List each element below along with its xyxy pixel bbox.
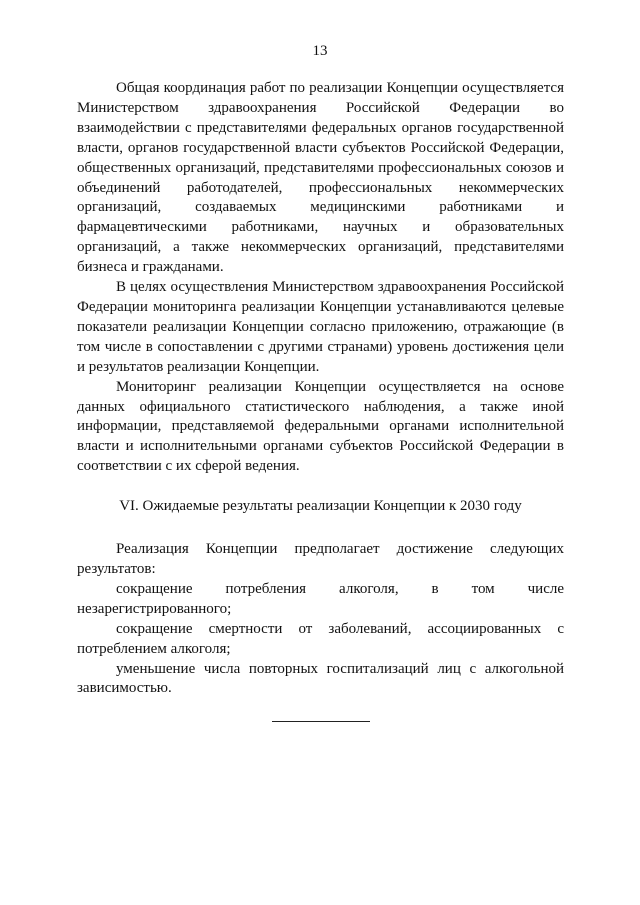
paragraph-monitoring-goals: В целях осуществления Министерством здравоохранения Российской Федерации мониторинга реализации Концепции устанавливаются целевые показатели реализации Концепции согласно приложению, отражающие (в том числе в сопоставлении с другими странами) уровень достижения цели и результатов реализации Концепции. [77,279,564,375]
document-body [77,79,564,699]
paragraph-coordination: Общая координация работ по реализации Концепции осуществляется Министерством здравоохранения Российской Федерации во взаимодействии с представителями федеральных органов государственной власти, органов государственной власти субъектов Российской Федерации, общественных организаций, представителями профессиональных союзов и объединений работодателей, профессиональных некоммерческих организаций, создаваемых медицинскими работниками и фармацевтическими работниками, научных и образовательных организаций, а также некоммерческих организаций, представителями бизнеса и гражданами. [77,80,564,276]
section-heading: VI. Ожидаемые результаты реализации Концепции к 2030 году [119,498,522,515]
result-item-mortality: сокращение смертности от заболеваний, ассоциированных с потреблением алкоголя; [77,620,564,657]
paragraph-monitoring-data: Мониторинг реализации Концепции осуществляется на основе данных официального статистического наблюдения, а также иной информации, представляемой федеральными органами исполнительной власти и исполнительными органами субъектов Российской Федерации в соответствии с их сферой ведения. [77,378,564,475]
result-item-alcohol-consumption: сокращение потребления алкоголя, в том числе незарегистрированного; [77,580,564,617]
page-number: 13 [312,43,328,59]
paragraph-results-intro: Реализация Концепции предполагает достижение следующих результатов: [77,541,564,578]
end-divider-line [272,721,370,722]
result-item-rehospitalization: уменьшение числа повторных госпитализаций лиц с алкогольной зависимостью. [77,660,564,697]
